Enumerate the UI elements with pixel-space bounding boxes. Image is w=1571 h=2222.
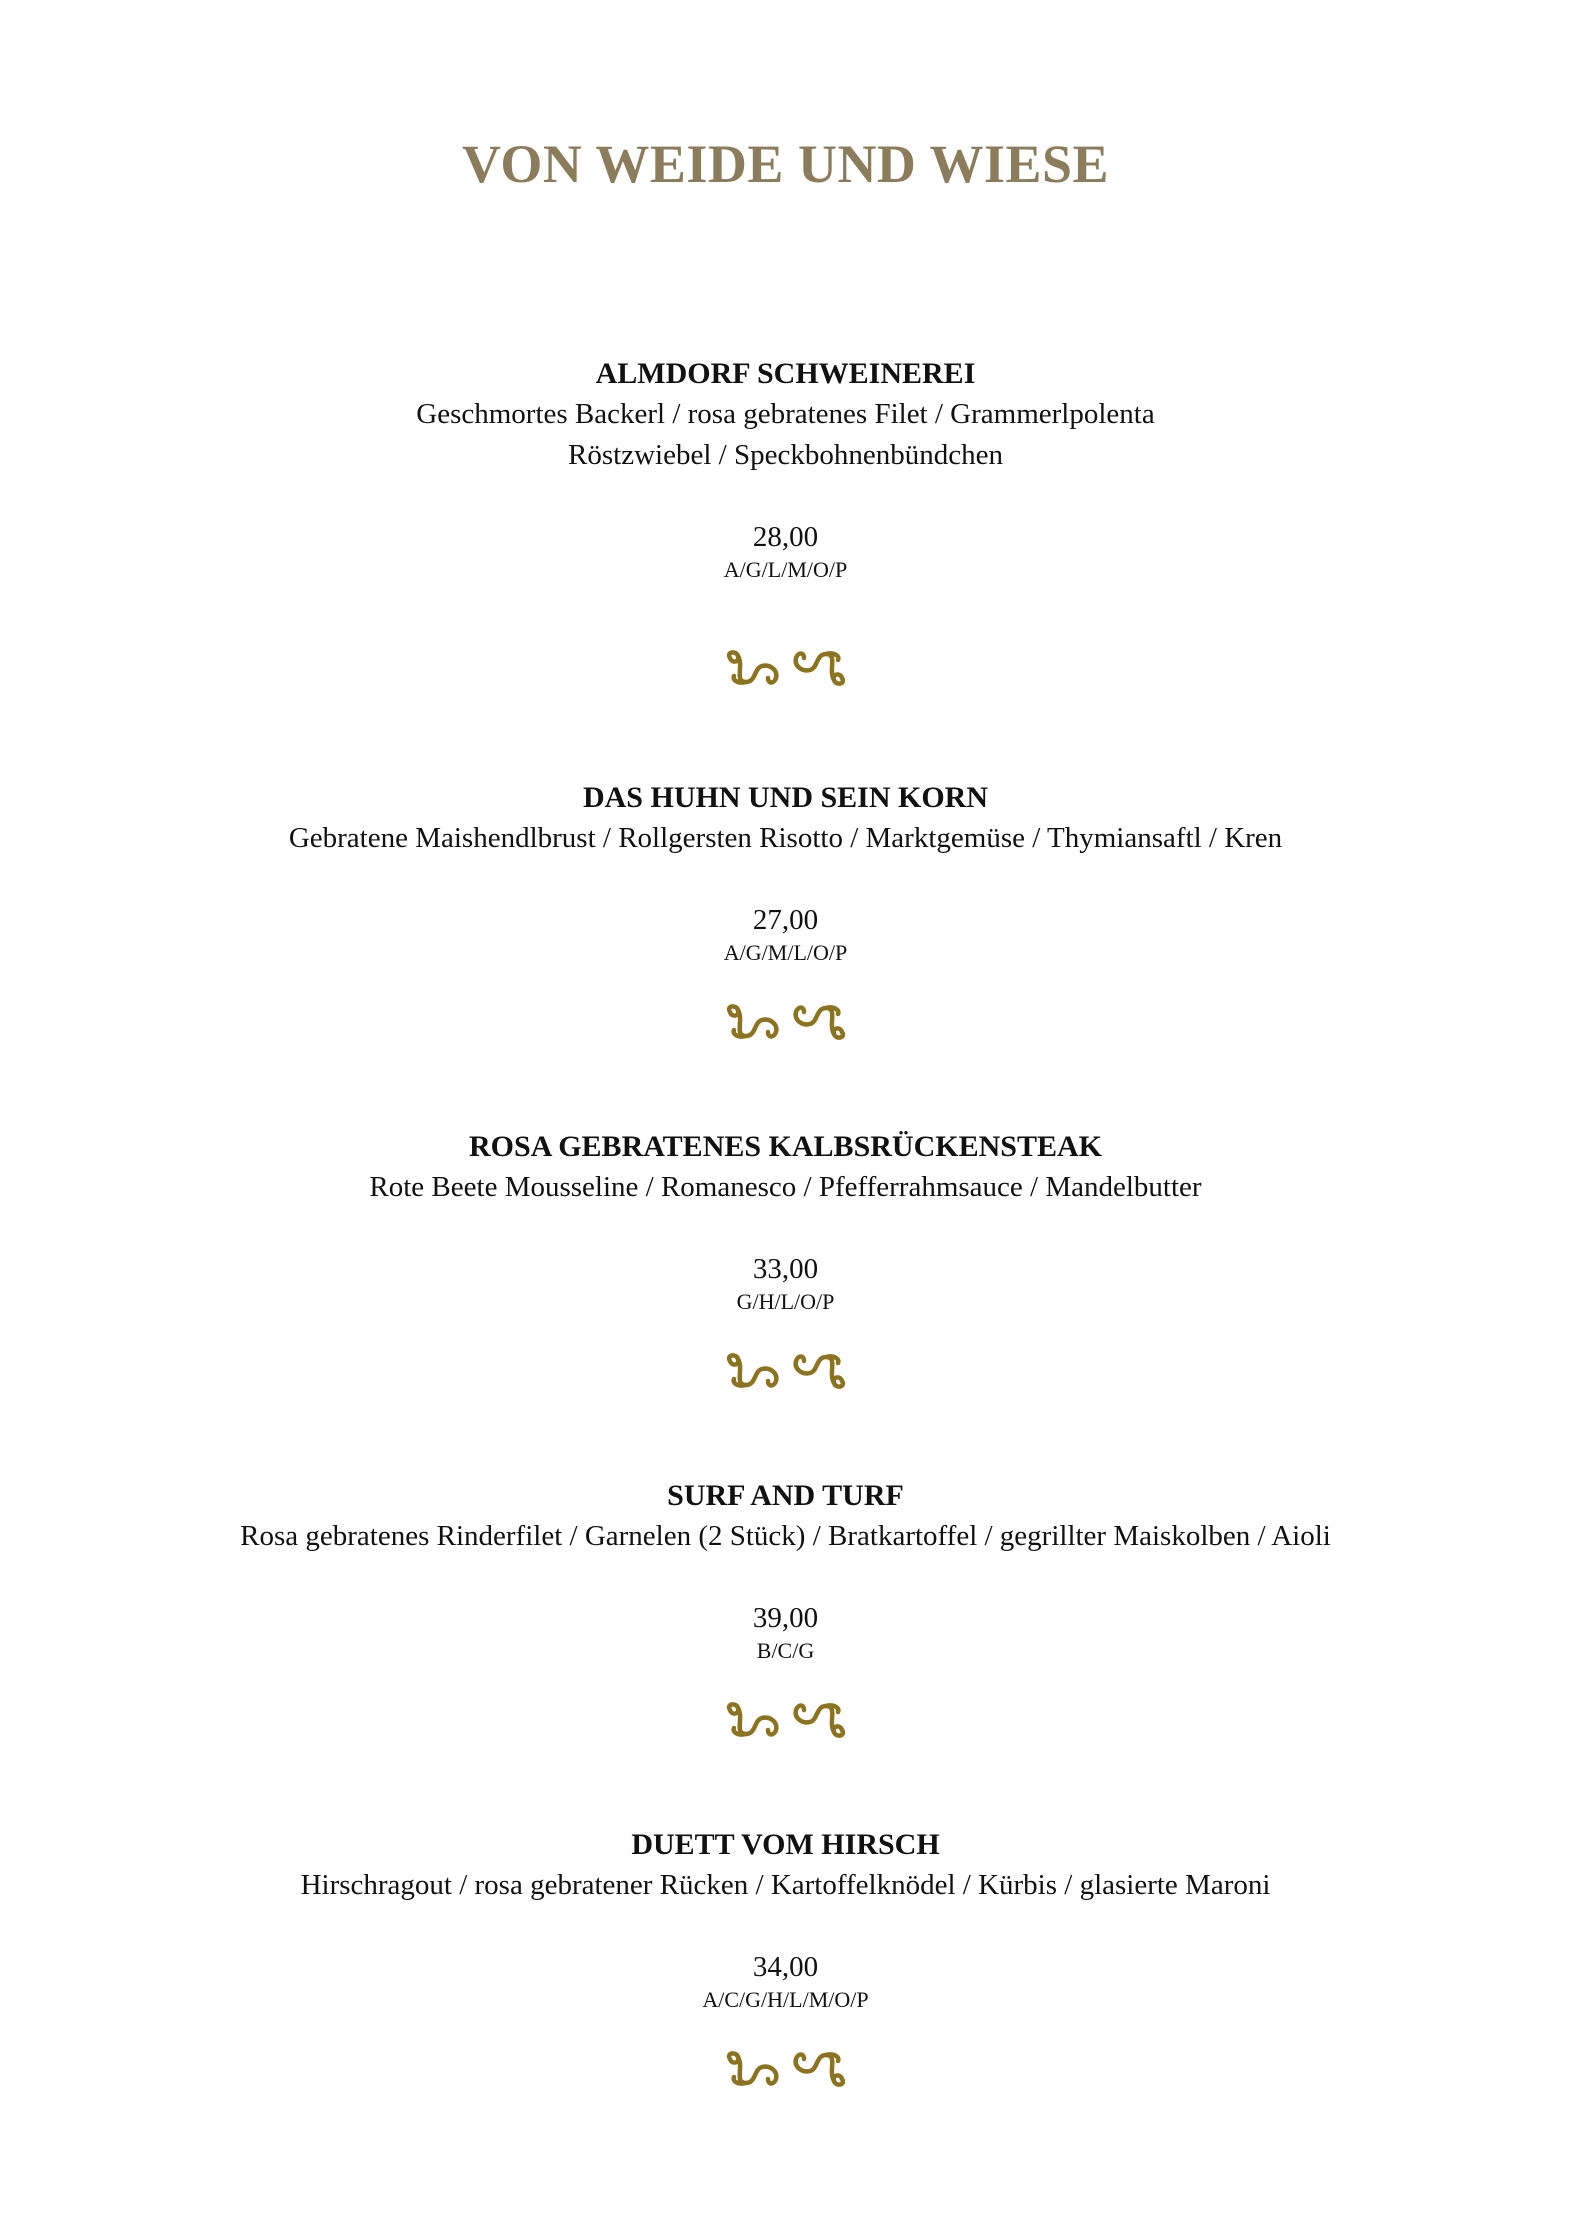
menu-item-kalbsrueckensteak bbox=[0, 1127, 1571, 1316]
ornament-divider-icon bbox=[0, 1700, 1571, 1740]
menu-item-allergens: A/G/L/M/O/P bbox=[723, 557, 848, 582]
menu-item-allergens: B/C/G bbox=[756, 1638, 815, 1663]
menu-item-price: 28,00 bbox=[752, 521, 819, 553]
menu-item-das-huhn-und-sein-korn bbox=[0, 778, 1571, 967]
menu-item-allergens: G/H/L/O/P bbox=[736, 1289, 835, 1314]
menu-item-name: DUETT VOM HIRSCH bbox=[631, 1828, 940, 1861]
menu-item-name: ALMDORF SCHWEINEREI bbox=[595, 357, 976, 390]
menu-item-description: Röstzwiebel / Speckbohnenbündchen bbox=[568, 439, 1003, 471]
menu-item-description: Geschmortes Backerl / rosa gebratenes Filet / Grammerlpolenta bbox=[416, 398, 1155, 430]
ornament-divider-icon bbox=[0, 1002, 1571, 1042]
menu-item-name: DAS HUHN UND SEIN KORN bbox=[582, 781, 989, 814]
menu-item-description: Hirschragout / rosa gebratener Rücken / Kartoffelknödel / Kürbis / glasierte Maroni bbox=[300, 1869, 1271, 1901]
menu-item-allergens: A/C/G/H/L/M/O/P bbox=[702, 1987, 869, 2012]
menu-item-description: Rote Beete Mousseline / Romanesco / Pfefferrahmsauce / Mandelbutter bbox=[369, 1171, 1202, 1203]
page-title: VON WEIDE UND WIESE bbox=[461, 134, 1110, 194]
menu-item-price: 33,00 bbox=[752, 1253, 819, 1285]
menu-item-name: SURF AND TURF bbox=[667, 1479, 904, 1512]
menu-item-price: 39,00 bbox=[752, 1602, 819, 1634]
ornament-divider-icon bbox=[0, 648, 1571, 688]
menu-item-name: ROSA GEBRATENES KALBSRÜCKENSTEAK bbox=[469, 1130, 1102, 1163]
menu-item-duett-vom-hirsch bbox=[0, 1825, 1571, 2014]
menu-item-almdorf-schweinerei bbox=[0, 354, 1571, 584]
menu-item-price: 34,00 bbox=[752, 1951, 819, 1983]
menu-item-description: Gebratene Maishendlbrust / Rollgersten Risotto / Marktgemüse / Thymiansaftl / Kren bbox=[288, 822, 1283, 854]
menu-item-description: Rosa gebratenes Rinderfilet / Garnelen (2 Stück) / Bratkartoffel / gegrillter Maiskolben / Aioli bbox=[240, 1520, 1331, 1552]
menu-item-surf-and-turf bbox=[0, 1476, 1571, 1665]
menu-item-price: 27,00 bbox=[752, 904, 819, 936]
ornament-divider-icon bbox=[0, 2049, 1571, 2089]
ornament-divider-icon bbox=[0, 1351, 1571, 1391]
menu-item-allergens: A/G/M/L/O/P bbox=[723, 940, 848, 965]
